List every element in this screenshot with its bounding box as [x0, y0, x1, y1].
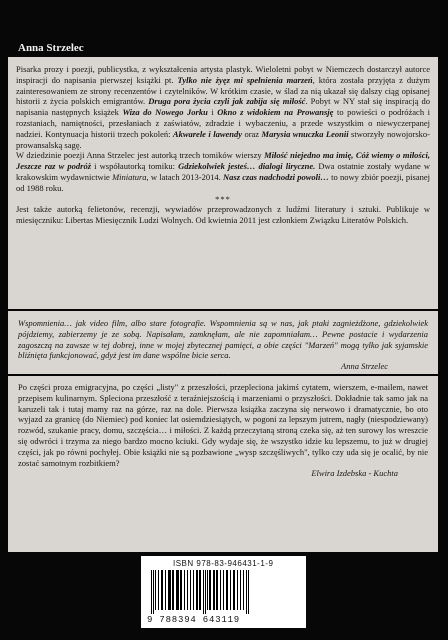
- barcode-bar: [161, 570, 163, 610]
- barcode-bar: [158, 570, 159, 610]
- bio-text: to nowy zbiór poezji, pisanej od 1988 roku.: [16, 171, 430, 193]
- bio-panel: [8, 57, 438, 309]
- isbn-number: ISBN 978-83-946431-1-9: [173, 559, 274, 568]
- publisher-name: Miniatura: [112, 171, 147, 182]
- barcode-bar: [248, 570, 249, 614]
- bio-text: W dziedzinie poezji Anna Strzelec jest autorką trzech tomików wierszy: [16, 150, 265, 161]
- barcode-bar: [243, 570, 244, 610]
- bio-text: , w latach 2013-2014.: [146, 171, 223, 182]
- barcode-bar: [151, 570, 152, 614]
- barcode-bar: [240, 570, 241, 610]
- review-panel: [8, 376, 438, 552]
- bio-text: stworzyły nowojorsko-prowansalską sagę.: [16, 128, 430, 150]
- bio-text: , która została przyjęta z dużym zainteresowaniem ze strony recenzentów i czytelników. W krótkim czasie, w ślad za nią ukazał się dalszy ciąg opisanej historii z życia polskich emigrantów.: [16, 74, 430, 107]
- barcode-bar: [199, 570, 201, 610]
- quote-signature: Anna Strzelec: [341, 361, 388, 372]
- author-quote-panel: [8, 311, 438, 374]
- barcode-bar: [230, 570, 231, 610]
- book-title: Okno z widokiem na Prowansję: [217, 107, 334, 118]
- book-title: Nasz czas nadchodzi powoli…: [223, 171, 329, 182]
- isbn-barcode: [141, 556, 306, 628]
- bio-text: Dwa ostatnie zostały wydane w krakowskim wydawnictwie: [16, 161, 430, 182]
- book-title: Druga pora życia czyli jak zabija się miłość: [148, 96, 306, 107]
- section-divider: ***: [215, 193, 231, 204]
- barcode-bar: [165, 570, 166, 610]
- review-signature: Elwira Izdebska - Kuchta: [311, 468, 398, 479]
- barcode-bar: [213, 570, 215, 610]
- barcode-bar: [246, 570, 247, 614]
- barcode-bar: [172, 570, 174, 610]
- author-name: Anna Strzelec: [18, 42, 84, 54]
- book-title: Miłość niejedno ma imię, Cóż wiemy o miłości, Jeszcze raz w podróż: [16, 150, 430, 172]
- bio-text: . Pobyt w NY stał się inspiracją do napisania następnych książek: [16, 96, 430, 118]
- book-title: Tylko nie żyęz mi spełnienia marzeń: [177, 74, 313, 85]
- barcode-bar: [207, 570, 208, 610]
- bio-paragraph-1: [16, 64, 430, 150]
- barcode-bar: [168, 570, 171, 610]
- barcode-bar: [203, 570, 204, 614]
- barcode-bar: [205, 570, 206, 614]
- barcode-bar: [196, 570, 198, 610]
- barcode-bar: [216, 570, 218, 610]
- barcode-bar: [193, 570, 194, 610]
- barcode-digits: 9 788394 643119: [147, 615, 241, 625]
- review-text: Po części proza emigracyjna, po części „listy" z przeszłości, przepleciona jakimś cytatem, wierszem, e-mailem, nawet przepisem kulinarnym. Spleciona przeszłość z teraźniejszością i marzeniami o przyszłości. Dokładnie tak samo jak na karuzeli tak i tutaj mamy raz na górze, raz na dole. Pierwsza książka zaczyna się nerwowo i dramatycznie, bo oto wyjazd za granicę (do Niemiec) pod koniec lat osiemdziesiątych, w pogoni za lepszym jutrem, nagły (niespodziewany) rozwód, szukanie pracy, domu, szczęścia… i miłości. Z każdą przeczytaną stroną czeka się, aż ten surowy los wreszcie się odwróci i trzyma za niego bardzo mocno kciuki. Gdy wydaje się, że wszystko idzie ku lepszemu, to już w drugiej części, jak po równi pochyłej. Obie książki nie są pozbawione „wysp szczęśliwych", tylko czy uda się je ocalić, by nie zostać samotnym rozbitkiem?: [18, 382, 428, 468]
- book-title: Marysia wnuczka Leonii: [261, 128, 349, 139]
- barcode-bar: [223, 570, 224, 610]
- barcode-bar: [187, 570, 188, 610]
- barcode-bar: [153, 570, 154, 614]
- barcode-bars: [151, 570, 297, 614]
- barcode-bar: [237, 570, 238, 610]
- barcode-bar: [233, 570, 235, 610]
- author-quote: Wspomnienia… jak video film, albo stare fotografie. Wspomnienia są w nas, jak ptaki zagnieżdżone, gdziekolwiek pójdziemy, zabierzemy je ze sobą. Napisałam, zamknęłam, ale nie zapomniałam… Pewne postacie i wydarzenia zagoszczą na zawsze w tej dobrej, inne w mojej zbytecznej pamięci, a obie części "Marzeń" mogą tylko jak syjamskie bliźnięta funkcjonować, gdyż jest im dane wspólne bicie serca.: [18, 318, 428, 361]
- bio-paragraph-2: [16, 150, 430, 193]
- barcode-bar: [155, 570, 156, 610]
- book-title: Wiza do Nowego Jorku: [122, 107, 208, 118]
- barcode-bar: [190, 570, 191, 610]
- bio-text: Pisarka prozy i poezji, publicystka, z wykształcenia artysta plastyk. Wieloletni pobyt w Niemczech dostarczył autorce inspiracji do napisania pierwszej książki pt.: [16, 64, 430, 85]
- bio-text: i współautorką tomiku:: [91, 161, 179, 172]
- barcode-bar: [184, 570, 185, 610]
- barcode-bar: [226, 570, 228, 610]
- barcode-bar: [180, 570, 182, 610]
- book-title: Gdziekolwiek jesteś… dialogi liryczne.: [178, 161, 316, 172]
- bio-text: oraz: [242, 128, 262, 139]
- bio-text: i: [207, 107, 218, 118]
- barcode-bar: [209, 570, 211, 610]
- bio-text: to powieści o podróżach i rozstaniach, namiętności, przesłaniach z zaświatów, zdradzie i wybaczeniu, a przede wszystkim o niewyczerpanej nadziei. Kontynuacja historii trzech pokoleń:: [16, 107, 430, 139]
- book-title: Akwarele i lawendy: [172, 128, 243, 139]
- barcode-bar: [176, 570, 179, 610]
- bio-paragraph-3: Jest także autorką felietonów, recenzji, wywiadów przeprowadzonych z ludźmi literatury i sztuki. Publikuje w miesięczniku: Libertas Miesięcznik Ludzi Wolnych. Od kwietnia 2011 jest członkiem Związku Literatów Polskich.: [16, 204, 430, 226]
- barcode-bar: [220, 570, 221, 610]
